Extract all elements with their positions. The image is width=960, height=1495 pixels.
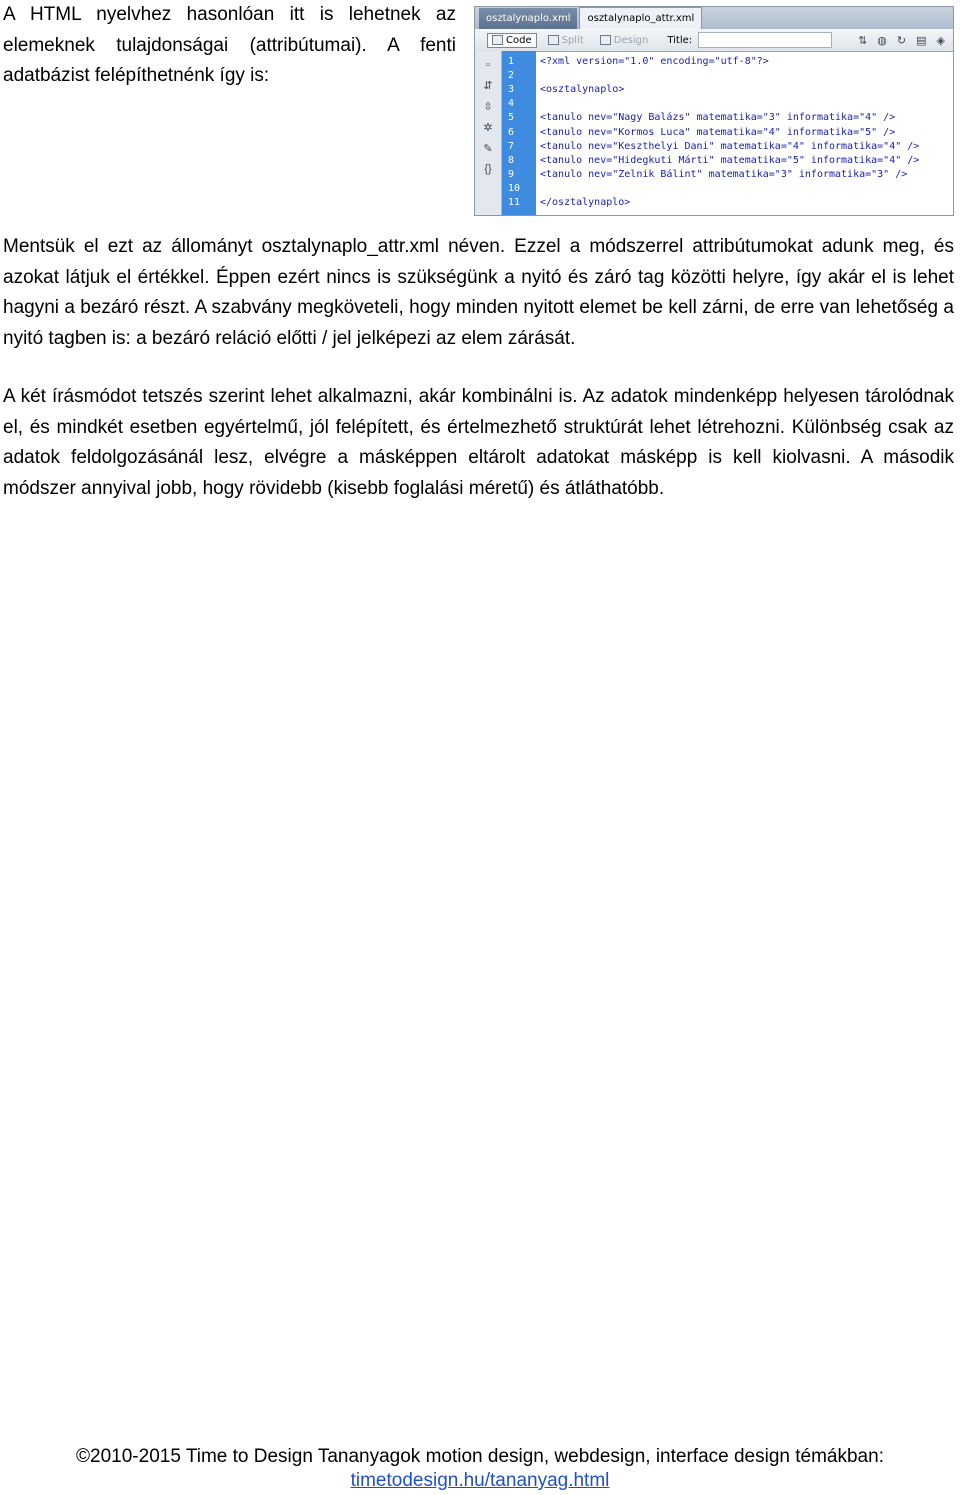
apply-comment-icon[interactable]: {} bbox=[484, 163, 492, 175]
code-line[interactable] bbox=[502, 168, 953, 182]
line-number: 8 bbox=[508, 154, 515, 166]
code-text: <tanulo nev="Hidegkuti Márti" matematika="5" informatika="4" /> bbox=[540, 154, 920, 166]
code-line[interactable] bbox=[502, 125, 953, 139]
code-line[interactable] bbox=[502, 82, 953, 96]
code-text: <?xml version="1.0" encoding="utf-8"?> bbox=[540, 55, 769, 67]
visual-aids-icon[interactable]: ◈ bbox=[936, 33, 945, 47]
toolbar-icons bbox=[858, 34, 953, 47]
tab-osztalynaplo-attr-xml[interactable]: osztalynaplo_attr.xml bbox=[579, 7, 702, 29]
code-text: <tanulo nev="Kormos Luca" matematika="4" informatika="5" /> bbox=[540, 126, 896, 138]
line-number: 3 bbox=[508, 83, 515, 95]
code-line[interactable] bbox=[502, 196, 953, 210]
code-editor-screenshot bbox=[474, 6, 954, 216]
highlight-invalid-icon[interactable]: ✎ bbox=[483, 143, 493, 155]
code-text: <tanulo nev="Nagy Balázs" matematika="3" informatika="4" /> bbox=[540, 112, 896, 124]
tab-osztalynaplo-xml[interactable]: osztalynaplo.xml bbox=[479, 8, 577, 29]
collapse-tag-icon[interactable]: ⇵ bbox=[483, 80, 493, 92]
line-number: 10 bbox=[508, 183, 521, 195]
split-view-label: Split bbox=[561, 34, 584, 46]
split-view-button[interactable] bbox=[543, 33, 589, 48]
title-label: Title: bbox=[667, 34, 693, 46]
footer-link[interactable]: timetodesign.hu/tananyag.html bbox=[350, 1470, 610, 1491]
intro-paragraph: A HTML nyelvhez hasonlóan itt is lehetnek az elemeknek tulajdonságai (attribútumai). A fenti adatbázist felépíthetnénk így is: bbox=[3, 4, 456, 86]
line-number: 11 bbox=[508, 197, 521, 209]
design-view-label: Design bbox=[613, 34, 649, 46]
upload-icon[interactable]: ⇅ bbox=[858, 33, 868, 47]
code-text: <tanulo nev="Keszthelyi Dani" matematika="4" informatika="4" /> bbox=[540, 140, 920, 152]
code-line[interactable] bbox=[502, 139, 953, 153]
open-documents-icon[interactable]: ▫ bbox=[486, 59, 490, 71]
code-line[interactable] bbox=[502, 111, 953, 125]
code-text: <osztalynaplo> bbox=[540, 83, 625, 95]
split-view-icon bbox=[548, 35, 559, 45]
body-paragraph-2: A két írásmódot tetszés szerint lehet alkalmazni, akár kombinálni is. Az adatok mindenképp helyesen tárolódnak el, és mindkét esetben egyértelmű, jól felépített, és értelmezhető struktúrát lehet létrehozni. Különbség csak az adatok feldolgozásánál lesz, elvégre a másképpen eltárolt adatokat másképp is kell kiolvasni. A második módszer annyival jobb, hogy rövidebb (kisebb foglalási méretű) és átláthatóbb. bbox=[3, 386, 954, 499]
line-number: 7 bbox=[508, 140, 515, 152]
code-line[interactable] bbox=[502, 97, 953, 111]
title-input[interactable] bbox=[698, 32, 832, 48]
code-text: <tanulo nev="Zelnik Bálint" matematika="3" informatika="3" /> bbox=[540, 169, 908, 181]
line-number: 9 bbox=[508, 169, 515, 181]
code-line[interactable] bbox=[502, 153, 953, 167]
code-line[interactable] bbox=[502, 182, 953, 196]
coding-toolbar bbox=[475, 51, 502, 215]
expand-all-icon[interactable]: ⇳ bbox=[483, 101, 493, 113]
document-tab-bar bbox=[475, 7, 953, 29]
view-options-icon[interactable]: ▤ bbox=[916, 33, 927, 47]
document-toolbar bbox=[475, 29, 953, 52]
select-parent-icon[interactable]: ✲ bbox=[483, 122, 493, 134]
footer-text: ©2010-2015 Time to Design Tananyagok motion design, webdesign, interface design témákban: bbox=[76, 1446, 884, 1467]
line-number: 2 bbox=[508, 69, 515, 81]
code-line[interactable] bbox=[502, 54, 953, 68]
code-area[interactable] bbox=[502, 54, 953, 210]
body-paragraph-1: Mentsük el ezt az állományt osztalynaplo_attr.xml néven. Ezzel a módszerrel attribútumokat adunk meg, és azokat látjuk el értékkel. Éppen ezért nincs is szükségünk a nyitó és záró tag közötti helyre, így akár el is lehet hagyni a bezáró részt. A szabvány megköveteli, hogy minden nyitott elemet be kell zárni, de erre van lehetőség a nyitó tagben is: a bezáró reláció előtti / jel jelképezi az elem zárását. bbox=[3, 236, 954, 349]
design-view-button[interactable] bbox=[595, 33, 654, 48]
line-number: 4 bbox=[508, 98, 515, 110]
code-line[interactable] bbox=[502, 68, 953, 82]
globe-icon[interactable]: ◍ bbox=[877, 33, 887, 47]
page-footer bbox=[0, 1445, 960, 1493]
line-number: 5 bbox=[508, 112, 515, 124]
code-text: </osztalynaplo> bbox=[540, 197, 631, 209]
line-number: 1 bbox=[508, 55, 515, 67]
code-view-label: Code bbox=[506, 34, 532, 46]
code-view-icon bbox=[492, 35, 503, 45]
refresh-icon[interactable]: ↻ bbox=[896, 33, 907, 47]
line-number: 6 bbox=[508, 126, 515, 138]
design-view-icon bbox=[600, 35, 611, 45]
code-view-button[interactable] bbox=[487, 33, 537, 48]
